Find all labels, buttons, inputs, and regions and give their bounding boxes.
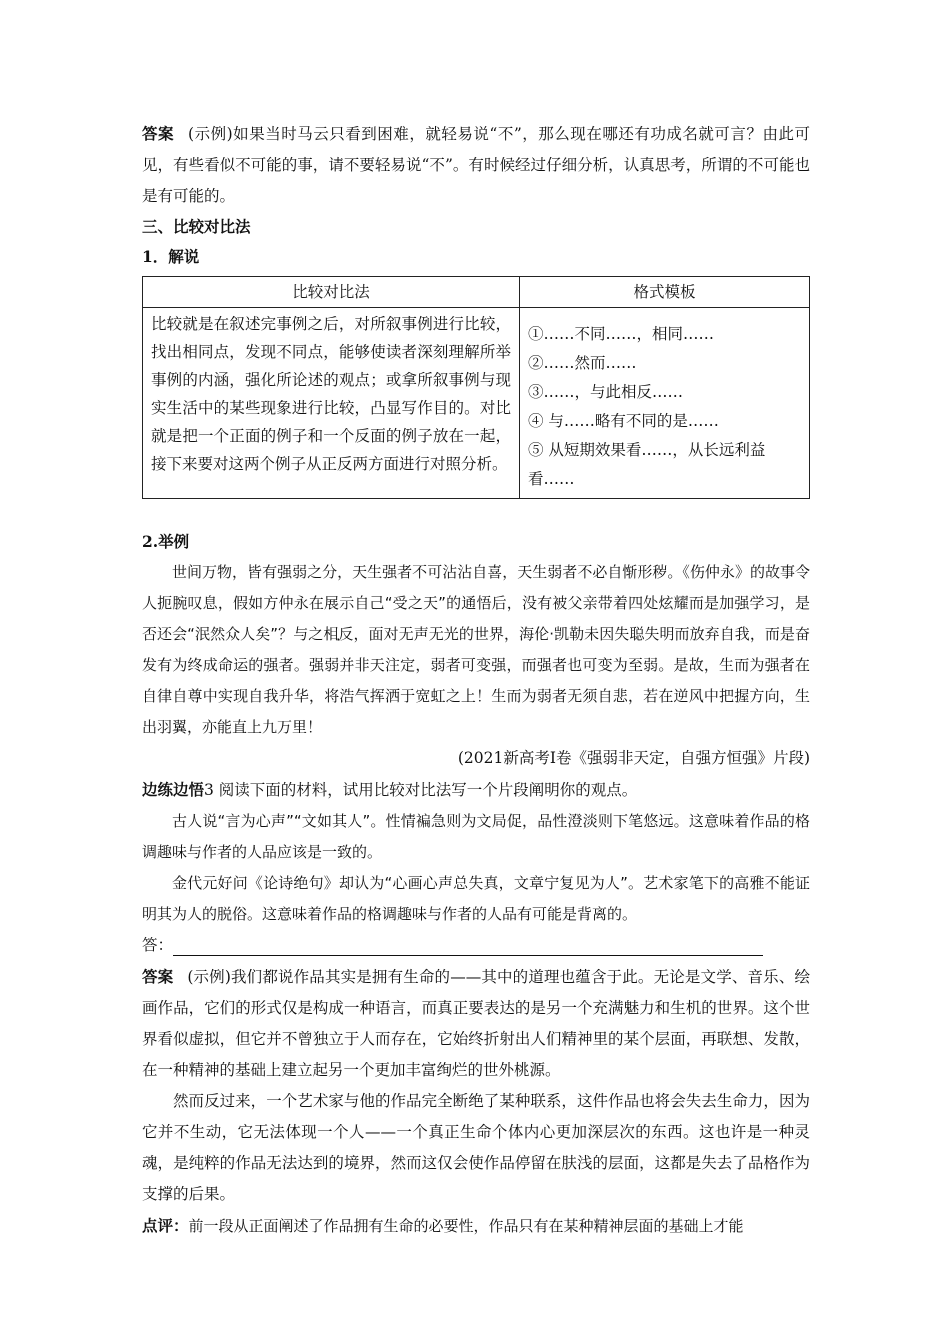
exercise-prompt: [142, 774, 810, 806]
subsection-example: 2.举例: [142, 532, 190, 551]
answer-text: (示例)我们都说作品其实是拥有生命的——其中的道理也蕴含于此。无论是文学、音乐、绘画作品，它们的形式仅是构成一种语言，而真正要表达的是另一个充满魅力和生机的世界。这个世界看似虚拟，但它并不曾独立于人而存在，它始终折射出人们精神里的某个层面，再联想、发散，在一种精神的基础上建立起另一个更加丰富绚烂的世外桃源。: [142, 968, 810, 1079]
exercise-material-1: 古人说“言为心声”“文如其人”。性情褊急则为文局促，品性澄淡则下笔悠远。这意味着作品的格调趣味与作者的人品应该是一致的。: [142, 812, 810, 861]
subsection-explanation: 1．解说: [142, 247, 200, 266]
template-list-cell: [520, 308, 810, 499]
comment-label: 点评：: [142, 1216, 189, 1235]
template-item: ④ 与……略有不同的是……: [528, 412, 719, 430]
table-header-template: 格式模板: [520, 277, 810, 308]
exercise-material-2: 金代元好问《论诗绝句》却认为“心画心声总失真，文章宁复见为人”。艺术家笔下的高雅不能证明其为人的脱俗。这意味着作品的格调趣味与作者的人品有可能是背离的。: [142, 874, 810, 923]
template-item: ⑤ 从短期效果看……，从长远利益看……: [528, 441, 766, 488]
exercise-text: 3 阅读下面的材料，试用比较对比法写一个片段阐明你的观点。: [204, 781, 638, 799]
comment-text: 前一段从正面阐述了作品拥有生命的必要性，作品只有在某种精神层面的基础上才能: [188, 1217, 744, 1235]
example-paragraph: [142, 557, 810, 743]
answer-text: (示例)如果当时马云只看到困难，就轻易说“不”，那么现在哪还有功成名就可言？由此可见，有些看似不可能的事，请不要轻易说“不”。有时候经过仔细分析，认真思考，所谓的不可能也是有可能的。: [142, 125, 810, 205]
table-header-method: 比较对比法: [143, 277, 520, 308]
answer-prompt: 答：: [142, 936, 174, 954]
answer-paragraph-1: [142, 118, 810, 212]
document-page: [142, 118, 810, 1242]
example-text-part1: 世间万物，皆有强弱之分，天生强者不可沾沾自喜，天生弱者不必自惭形秽。《伤仲永》的故事令人扼腕叹息，假如方仲永在展示自己“受之天”的通悟后，没有被父亲带着四处炫耀而是加强学习，是否还会“泯然众人矣”？: [142, 563, 810, 643]
example-text-part2: ，面对无声无光的世界，海伦·凯勒未因失聪失明而放弃自我，而是奋发有为终成命运的强者。强弱并非天注定，弱者可变强，而强者也可变为至弱。是故，生而为强者在自律自尊中实现自我升华，将浩气挥洒于宽虹之上！生而为弱者无须自悲，若在逆风中把握方向，生出羽翼，亦能直上九万里！: [142, 625, 810, 736]
exercise-label: 边练边悟: [142, 780, 205, 799]
answer-blank[interactable]: [173, 937, 763, 956]
answer-paragraph-3: 然而反过来，一个艺术家与他的作品完全断绝了某种联系，这件作品也将会失去生命力，因为它并不生动，它无法体现一个人——一个真正生命个体内心更加深层次的东西。这也许是一种灵魂，是纯粹的作品无法达到的境界，然而这仅会使作品停留在肤浅的层面，这都是失去了品格作为支撑的后果。: [142, 1092, 810, 1203]
answer-line: [142, 930, 810, 961]
template-item: ②……然而……: [528, 354, 637, 372]
answer-label: 答案: [142, 124, 175, 143]
template-item: ③……，与此相反……: [528, 383, 684, 401]
comment-paragraph: [142, 1210, 810, 1242]
emphasized-phrase: 与之相反: [293, 625, 354, 643]
example-source: (2021新高考Ⅰ卷《强弱非天定，自强方恒强》片段): [457, 749, 810, 767]
comparison-table: [142, 276, 810, 499]
template-item: ①……不同……，相同……: [528, 325, 715, 343]
answer-label: 答案: [142, 967, 174, 986]
answer-paragraph-2: [142, 961, 810, 1086]
section-title: 三、比较对比法: [142, 217, 251, 236]
method-description-cell: 比较就是在叙述完事例之后，对所叙事例进行比较，找出相同点，发现不同点，能够使读者深刻理解所举事例的内涵，强化所论述的观点；或拿所叙事例与现实生活中的某些现象进行比较，凸显写作目的。对比就是把一个正面的例子和一个反面的例子放在一起，接下来要对这两个例子从正反两方面进行对照分析。: [143, 308, 520, 499]
